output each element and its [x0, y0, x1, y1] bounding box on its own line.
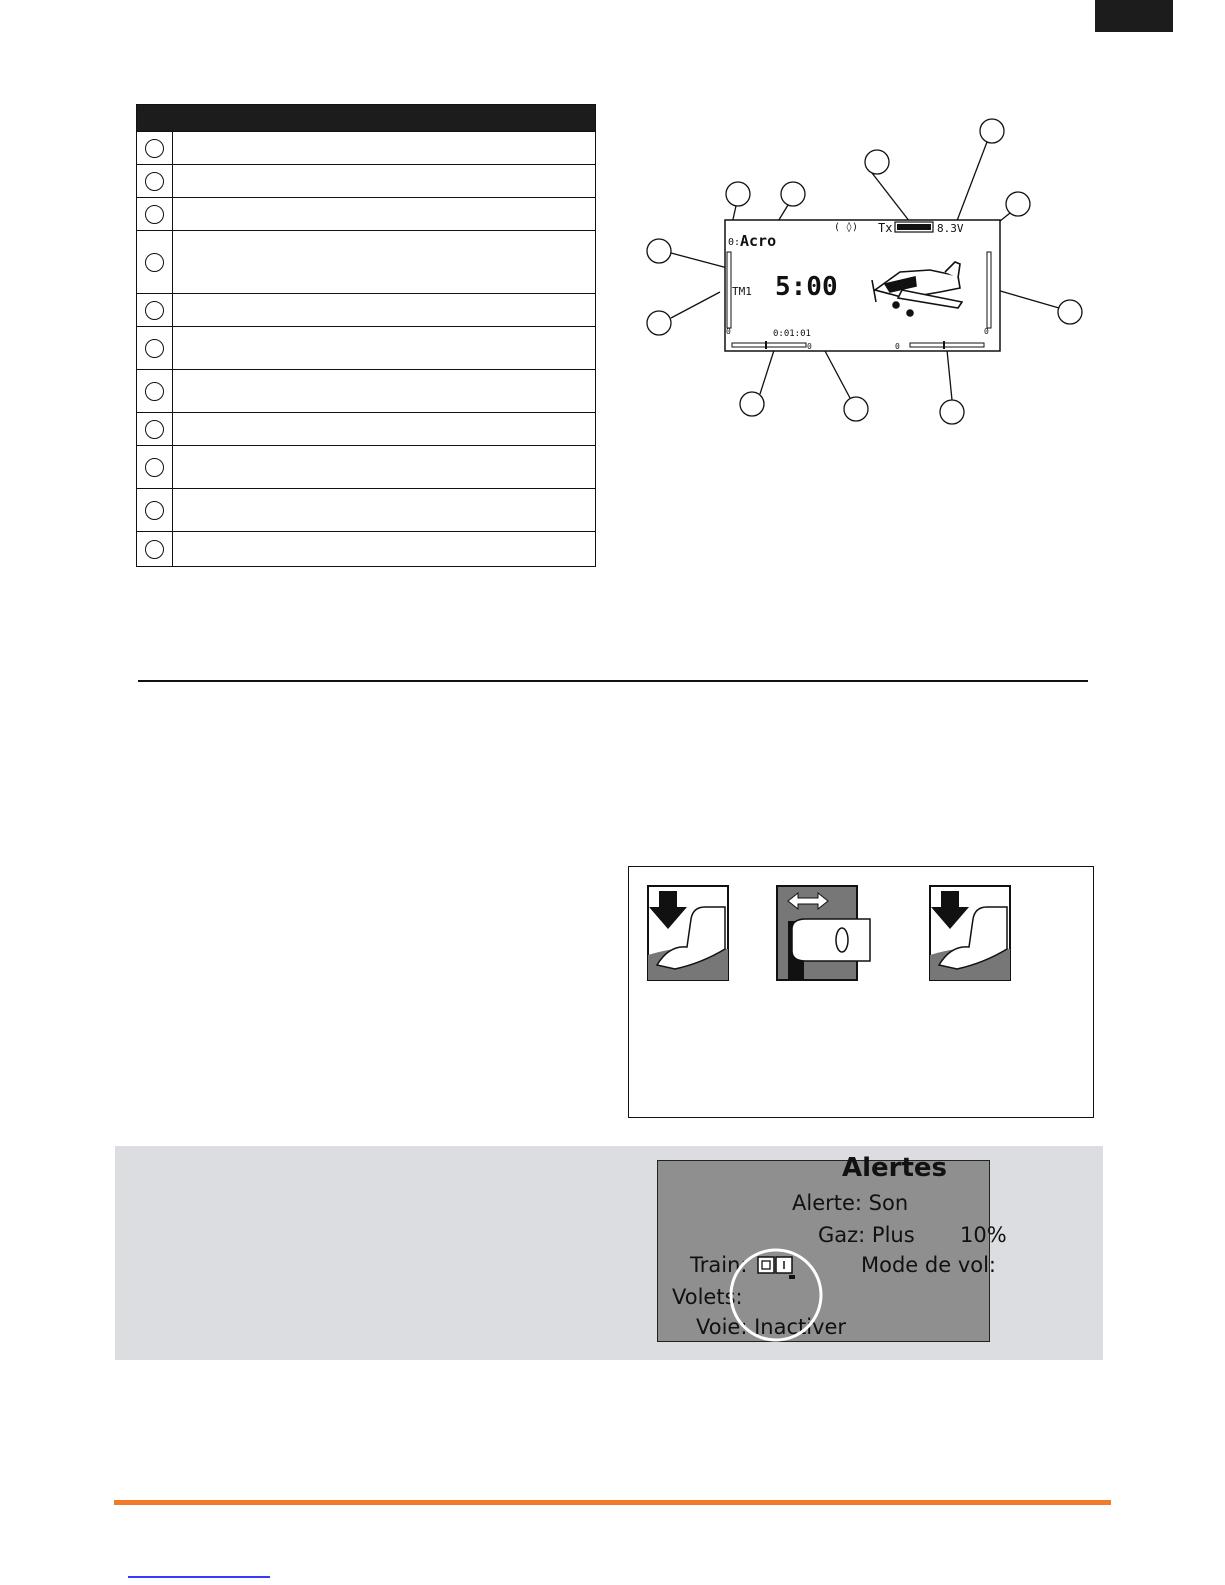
- elapsed-time: 0:01:01: [773, 329, 811, 339]
- number-circle-icon: [145, 339, 164, 358]
- model-slot-indicator: 0:: [728, 237, 741, 248]
- legend-description-cell: [173, 327, 595, 369]
- alert-type-line: Alerte: Son: [792, 1191, 909, 1215]
- battery-voltage: 8.3V: [937, 222, 964, 235]
- gear-alert-line: Train:: [690, 1253, 748, 1277]
- legend-number-cell: [137, 532, 173, 566]
- legend-description-cell: [173, 489, 595, 531]
- legend-row: [137, 369, 595, 412]
- legend-description-cell: [173, 198, 595, 230]
- legend-row: [137, 488, 595, 531]
- legend-row: [137, 230, 595, 293]
- callout-circle-icon: [647, 239, 671, 263]
- throttle-alert-line: Gaz: Plus: [818, 1223, 915, 1247]
- footer-accent-line: [114, 1500, 1111, 1505]
- callout-circle-icon: [980, 119, 1004, 143]
- press-button-step-image: [929, 885, 1011, 981]
- legend-row: [137, 326, 595, 369]
- number-circle-icon: [145, 420, 164, 439]
- legend-description-cell: [173, 370, 595, 412]
- legend-row: [137, 531, 595, 566]
- legend-number-cell: [137, 327, 173, 369]
- number-circle-icon: [145, 172, 164, 191]
- bottom-left-trim-value: 0: [807, 342, 812, 351]
- callout-circle-icon: [781, 182, 805, 206]
- number-circle-icon: [145, 501, 164, 520]
- legend-number-cell: [137, 446, 173, 488]
- footer-link-underline[interactable]: [128, 1576, 270, 1578]
- signal-indicator-icon: ( ◊): [834, 222, 859, 233]
- flaps-alert-line: Volets:: [672, 1285, 743, 1309]
- legend-row: [137, 197, 595, 230]
- number-circle-icon: [145, 540, 164, 559]
- callout-circle-icon: [865, 150, 889, 174]
- magnifier-circle-icon: [728, 1247, 824, 1343]
- timer-display: 5:00: [775, 272, 838, 302]
- bottom-right-trim-value: 0: [895, 342, 900, 351]
- legend-description-cell: [173, 231, 595, 293]
- number-circle-icon: [145, 139, 164, 158]
- throttle-alert-value: 10%: [960, 1223, 1007, 1247]
- callout-circle-icon: [1006, 192, 1030, 216]
- procedure-steps-box: [628, 866, 1094, 1118]
- legend-description-cell: [173, 532, 595, 566]
- flight-mode-label: Acro: [740, 232, 777, 250]
- legend-row: [137, 164, 595, 197]
- flight-mode-alert-line: Mode de vol:: [861, 1253, 997, 1277]
- legend-description-cell: [173, 446, 595, 488]
- language-tab: [1095, 0, 1173, 32]
- number-circle-icon: [145, 458, 164, 477]
- alerts-screen-image: [657, 1153, 1007, 1342]
- legend-number-cell: [137, 294, 173, 326]
- legend-table: [136, 104, 596, 567]
- alerts-screen-title: Alertes: [842, 1153, 948, 1183]
- legend-row: [137, 131, 595, 164]
- legend-number-cell: [137, 231, 173, 293]
- legend-description-cell: [173, 165, 595, 197]
- right-trim-value: 0: [984, 327, 989, 336]
- channel-alert-line: Voie: Inactiver: [696, 1315, 847, 1339]
- legend-row: [137, 445, 595, 488]
- legend-row: [137, 412, 595, 445]
- legend-row: [137, 293, 595, 326]
- transmitter-screen-diagram: [640, 112, 1100, 432]
- slide-switch-step-image: [776, 885, 858, 981]
- callout-circle-icon: [1058, 300, 1082, 324]
- legend-number-cell: [137, 489, 173, 531]
- legend-description-cell: [173, 413, 595, 445]
- transmitter-label: Tx: [878, 221, 893, 235]
- callout-circle-icon: [647, 311, 671, 335]
- legend-description-cell: [173, 294, 595, 326]
- number-circle-icon: [145, 301, 164, 320]
- legend-description-cell: [173, 132, 595, 164]
- section-divider: [138, 680, 1088, 682]
- legend-number-cell: [137, 370, 173, 412]
- legend-number-cell: [137, 132, 173, 164]
- timer-label: TM1: [732, 285, 752, 298]
- number-circle-icon: [145, 382, 164, 401]
- callout-circle-icon: [740, 392, 764, 416]
- legend-number-cell: [137, 198, 173, 230]
- number-circle-icon: [145, 205, 164, 224]
- press-button-step-image: [647, 885, 729, 981]
- legend-table-header: [137, 105, 595, 131]
- left-trim-value: 0: [726, 327, 731, 336]
- legend-number-cell: [137, 165, 173, 197]
- callout-circle-icon: [726, 182, 750, 206]
- callout-circle-icon: [940, 400, 964, 424]
- number-circle-icon: [145, 253, 164, 272]
- legend-number-cell: [137, 413, 173, 445]
- callout-circle-icon: [844, 397, 868, 421]
